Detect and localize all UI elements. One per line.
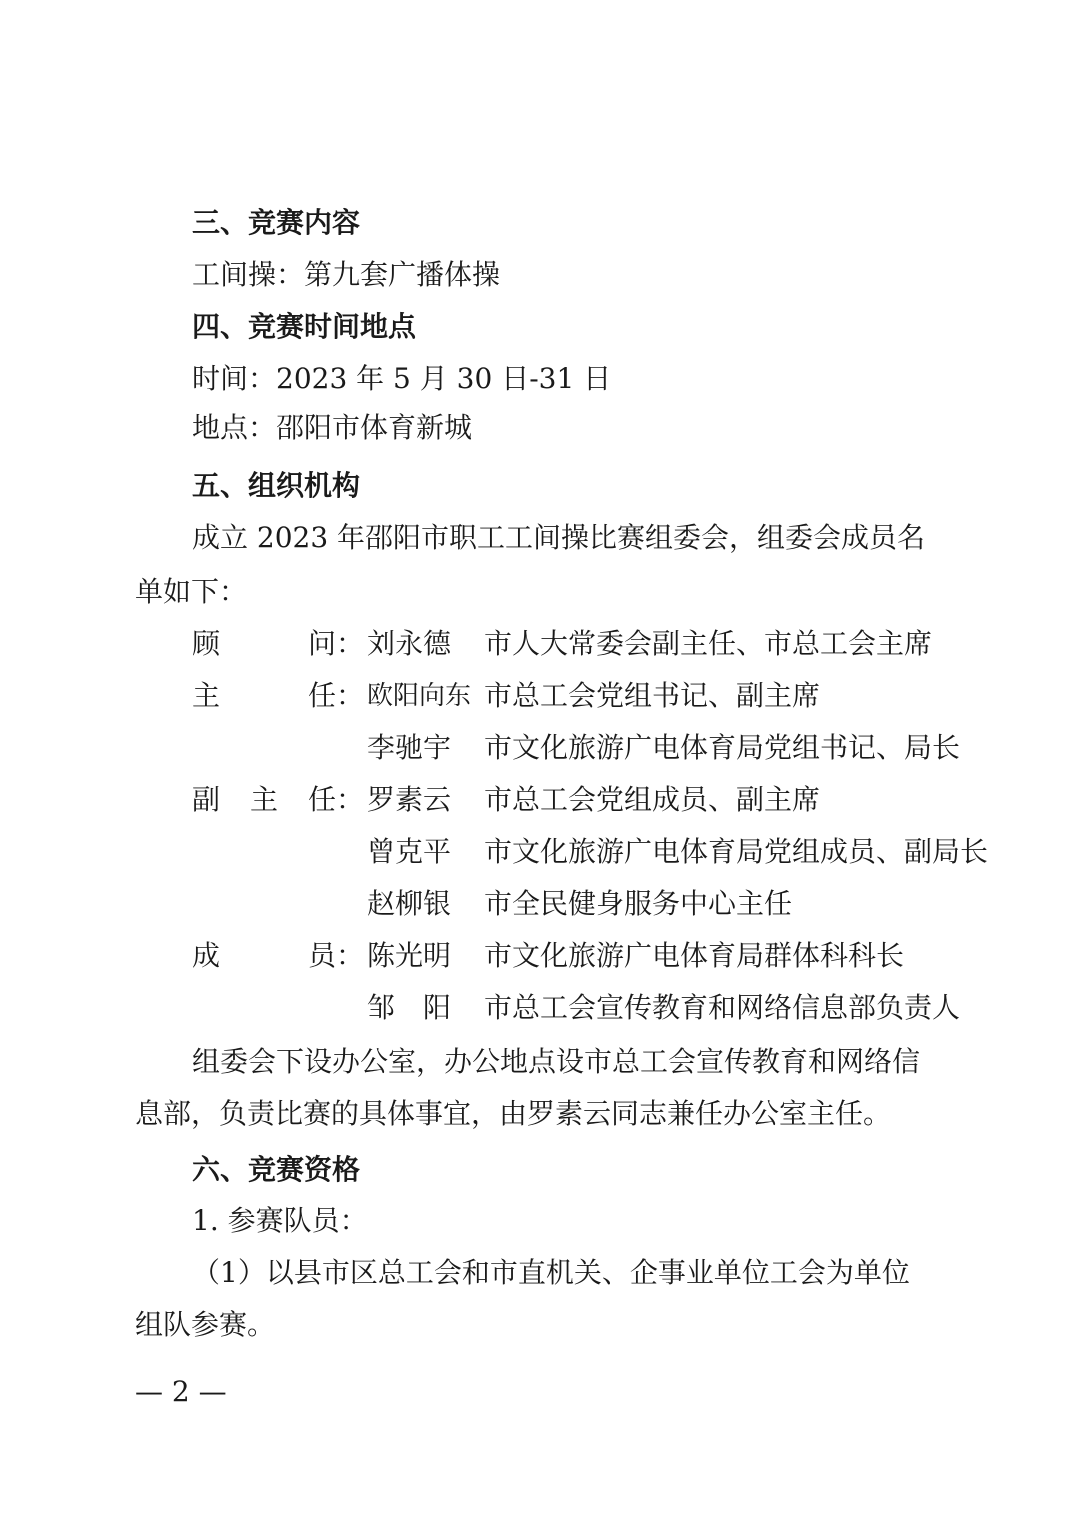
role-char: 成 bbox=[192, 939, 221, 972]
role-char: 副 bbox=[192, 783, 221, 816]
section-5-title: 五、组织机构 bbox=[192, 469, 361, 502]
role-char: 问： bbox=[308, 627, 365, 660]
member-name: 刘永德 bbox=[367, 627, 452, 660]
section-6-item-1-sub-1a: （1）以县市区总工会和市直机关、企事业单位工会为单位 bbox=[192, 1256, 910, 1289]
member-title: 市文化旅游广电体育局群体科科长 bbox=[484, 939, 905, 972]
role-char: 员： bbox=[308, 939, 365, 972]
member-title: 市文化旅游广电体育局党组书记、局长 bbox=[484, 731, 961, 764]
member-title: 市文化旅游广电体育局党组成员、副局长 bbox=[484, 835, 989, 868]
section-6-item-1: 1. 参赛队员： bbox=[192, 1204, 368, 1237]
member-title: 市人大常委会副主任、市总工会主席 bbox=[484, 627, 933, 660]
role-char: 主 bbox=[250, 783, 279, 816]
section-4-title: 四、竞赛时间地点 bbox=[192, 310, 417, 343]
section-4-place: 地点：邵阳市体育新城 bbox=[192, 411, 473, 444]
section-4-time: 时间：2023 年 5 月 30 日-31 日 bbox=[192, 362, 612, 395]
role-char: 任： bbox=[308, 679, 365, 712]
role-char: 顾 bbox=[192, 627, 221, 660]
role-char: 任： bbox=[308, 783, 365, 816]
member-name: 李驰宇 bbox=[367, 731, 452, 764]
member-name: 欧阳向东 bbox=[367, 681, 472, 711]
section-5-paragraph-1b: 单如下： bbox=[135, 575, 248, 608]
member-name: 罗素云 bbox=[367, 783, 452, 816]
page-number: — 2 — bbox=[135, 1375, 227, 1408]
role-char: 主 bbox=[192, 679, 221, 712]
section-5-paragraph-1a: 成立 2023 年邵阳市职工工间操比赛组委会，组委会成员名 bbox=[192, 521, 926, 554]
section-3-content: 工间操：第九套广播体操 bbox=[192, 258, 501, 291]
section-5-paragraph-2a: 组委会下设办公室，办公地点设市总工会宣传教育和网络信 bbox=[192, 1045, 921, 1078]
section-3-title: 三、竞赛内容 bbox=[192, 206, 361, 239]
section-6-title: 六、竞赛资格 bbox=[192, 1153, 361, 1186]
member-title: 市总工会宣传教育和网络信息部负责人 bbox=[484, 991, 961, 1024]
member-title: 市总工会党组成员、副主席 bbox=[484, 783, 821, 816]
section-6-item-1-sub-1b: 组队参赛。 bbox=[135, 1308, 276, 1341]
member-title: 市全民健身服务中心主任 bbox=[484, 887, 793, 920]
member-name: 曾克平 bbox=[367, 835, 452, 868]
member-title: 市总工会党组书记、副主席 bbox=[484, 679, 821, 712]
member-name: 陈光明 bbox=[367, 939, 452, 972]
member-name: 邹 阳 bbox=[367, 991, 452, 1024]
member-name: 赵柳银 bbox=[367, 887, 452, 920]
section-5-paragraph-2b: 息部，负责比赛的具体事宜，由罗素云同志兼任办公室主任。 bbox=[135, 1097, 892, 1130]
